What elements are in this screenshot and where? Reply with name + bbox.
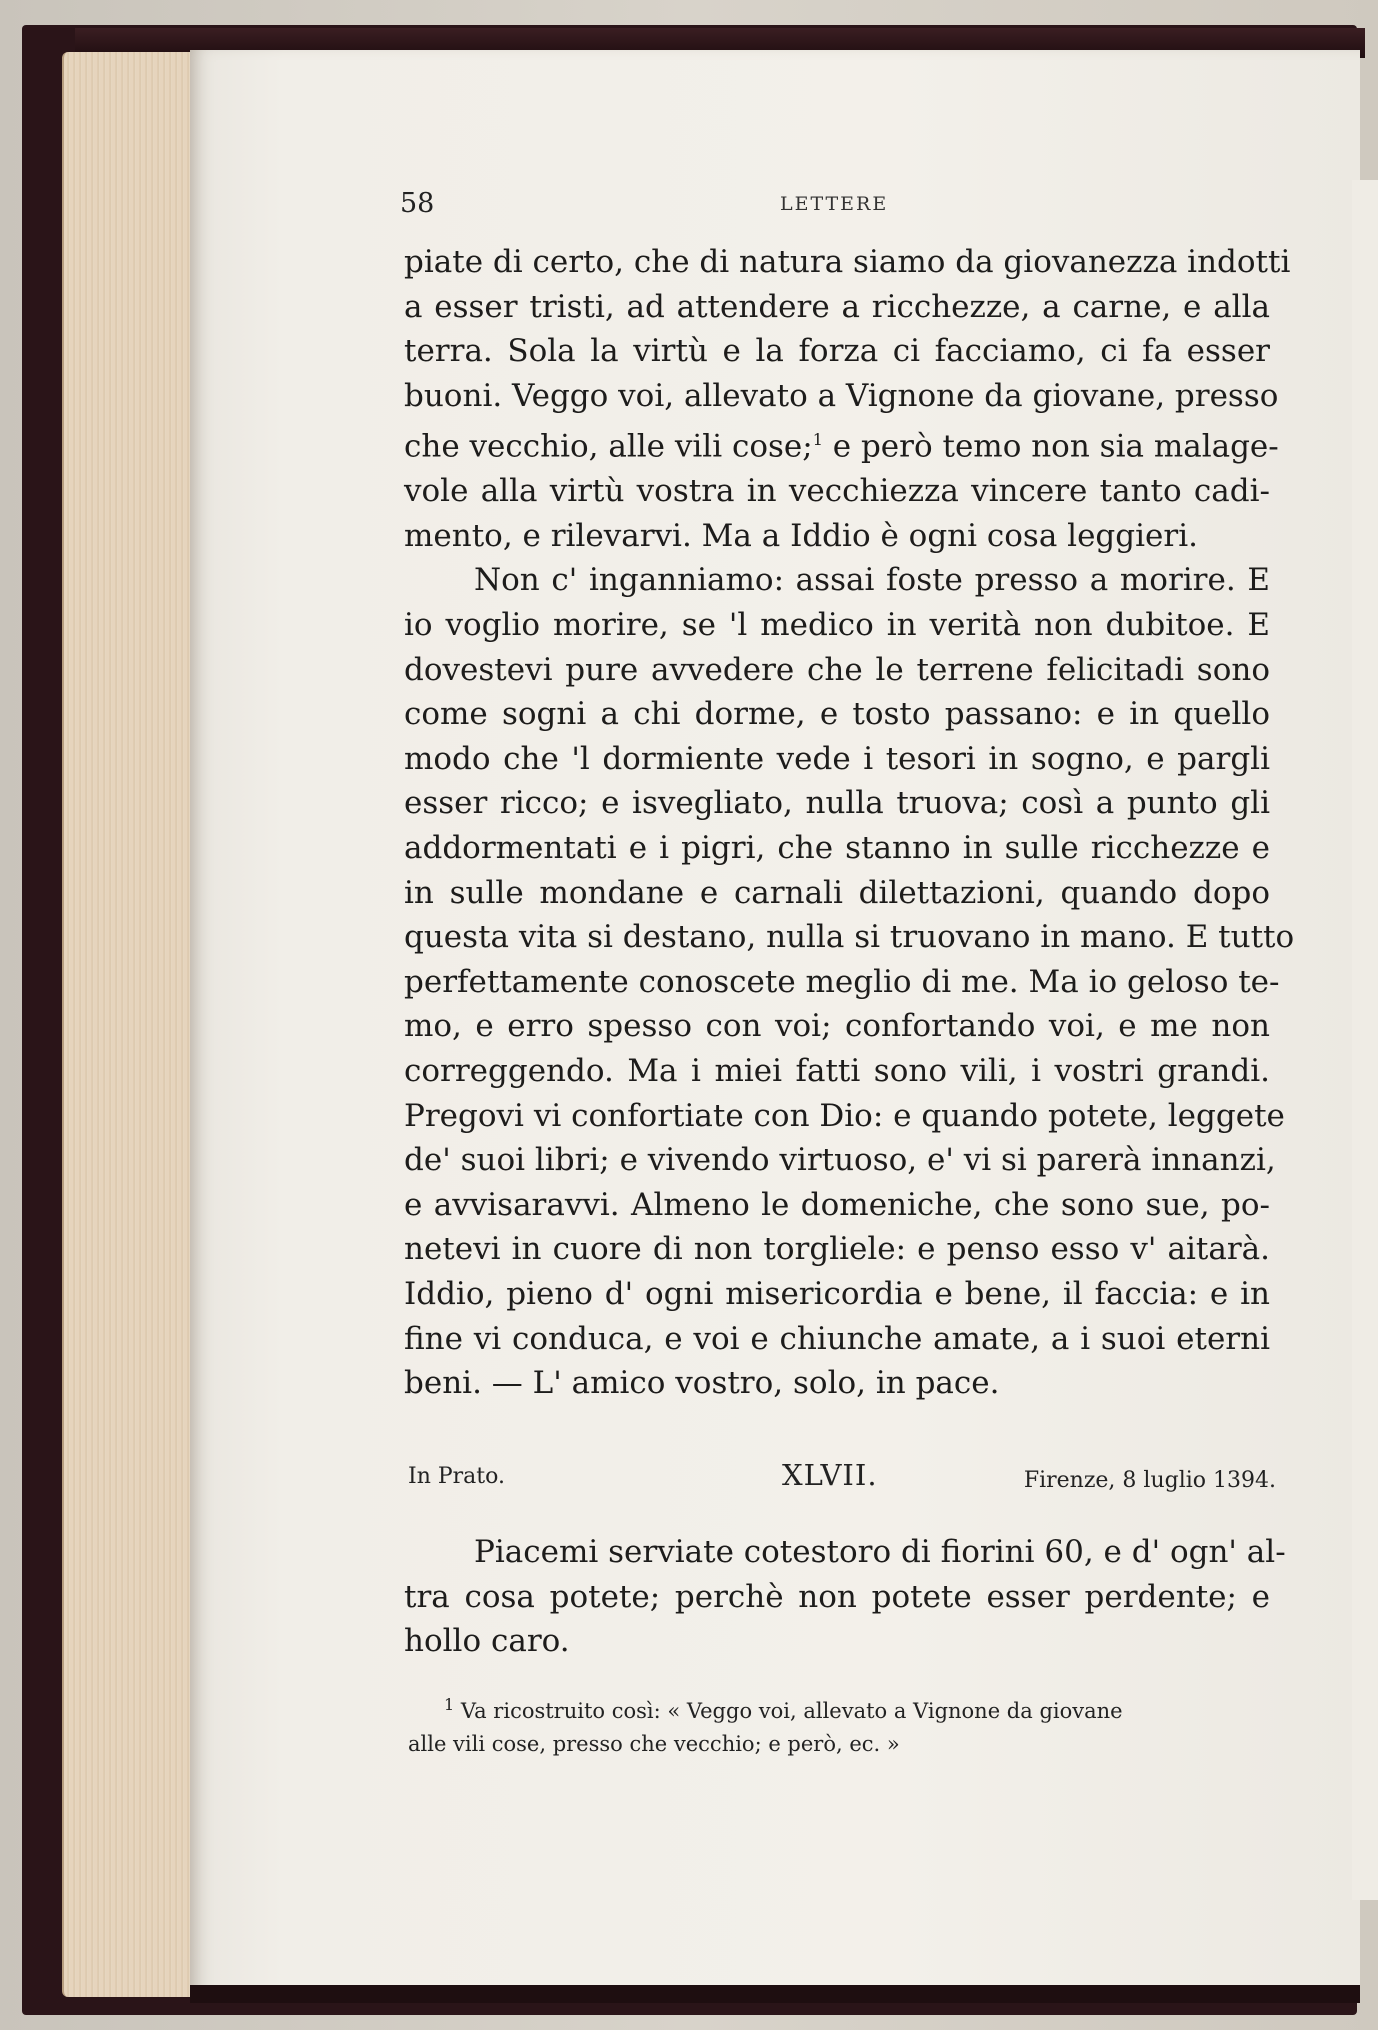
text-line: terra. Sola la virtù e la forza ci facciamo, ci fa esser xyxy=(404,333,1270,370)
text-line: esser ricco; e isvegliato, nulla truova; così a punto gli xyxy=(404,785,1270,822)
text-line: tra cosa potete; perchè non potete esser perdente; e xyxy=(404,1578,1270,1615)
text-line: dovestevi pure avvedere che le terrene felicitadi sono xyxy=(404,651,1270,688)
letter-recipient-place: In Prato. xyxy=(408,1464,505,1489)
running-title: LETTERE xyxy=(780,193,889,215)
text-line: beni. — L' amico vostro, solo, in pace. xyxy=(404,1365,1000,1402)
letter-body-text xyxy=(404,240,1295,1406)
facing-page-edge xyxy=(1352,180,1378,1900)
text-line: e avvisaravvi. Almeno le domeniche, che sono sue, po- xyxy=(404,1186,1270,1223)
text-line: modo che 'l dormiente vede i tesori in sogno, e pargli xyxy=(404,740,1270,777)
footnote-mark: 1 xyxy=(444,1695,455,1714)
footnote-text: Va ricostruito così: « Veggo voi, allevato a Vignone da giovane xyxy=(460,1699,1123,1723)
letter-date: Firenze, 8 luglio 1394. xyxy=(1023,1468,1276,1493)
book-cover-bottom-edge xyxy=(190,1985,1360,2003)
text-line: addormentati e i pigri, che stanno in sulle ricchezze e xyxy=(404,830,1270,867)
text-line: vole alla virtù vostra in vecchiezza vincere tanto cadi- xyxy=(404,473,1270,510)
text-line: hollo caro. xyxy=(404,1623,570,1660)
text-line: piate di certo, che di natura siamo da giovanezza indotti xyxy=(404,244,1291,280)
page-number: 58 xyxy=(400,188,435,219)
text-line: Iddio, pieno d' ogni misericordia e bene, il faccia: e in xyxy=(404,1275,1270,1312)
paragraph-start-line: Non c' inganniamo: assai foste presso a morire. E xyxy=(474,562,1270,599)
paragraph-start-line: Piacemi serviate cotestoro di fiorini 60, e d' ogn' al- xyxy=(474,1534,1286,1570)
text-line: fine vi conduca, e voi e chiunche amate, a i suoi eterni xyxy=(404,1320,1270,1357)
text-line: netevi in cuore di non torgliele: e penso esso v' aitarà. xyxy=(404,1231,1270,1268)
footnote xyxy=(408,1688,1270,1761)
letter-xlvii-body xyxy=(404,1530,1286,1664)
text-line: questa vita si destano, nulla si truovano in mano. E tutto xyxy=(404,919,1295,956)
text-line-with-footnote xyxy=(404,418,1279,469)
footnote-line: alle vili cose, presso che vecchio; e però, ec. » xyxy=(408,1732,900,1756)
letter-number: XLVII. xyxy=(782,1458,878,1492)
text-line-part: e però temo non sia malage- xyxy=(832,428,1279,465)
text-line: in sulle mondane e carnali dilettazioni, quando dopo xyxy=(404,874,1270,911)
text-line: mento, e rilevarvi. Ma a Iddio è ogni cosa leggieri. xyxy=(404,517,1198,554)
text-line: de' suoi libri; e vivendo virtuoso, e' vi si parerà innanzi, xyxy=(404,1142,1276,1179)
footnote-line xyxy=(408,1688,1270,1728)
footnote-reference: 1 xyxy=(812,430,823,450)
text-line: correggendo. Ma i miei fatti sono vili, i vostri grandi. xyxy=(404,1053,1270,1090)
text-line: perfettamente conoscete meglio di me. Ma io geloso te- xyxy=(404,963,1280,1000)
text-line: mo, e erro spesso con voi; confortando voi, e me non xyxy=(404,1008,1270,1045)
text-line: Pregovi vi confortiate con Dio: e quando potete, leggete xyxy=(404,1097,1285,1134)
text-line: io voglio morire, se 'l medico in verità non dubitoe. E xyxy=(404,607,1270,644)
text-line-part: che vecchio, alle vili cose; xyxy=(404,428,813,465)
letter-heading xyxy=(404,1458,1276,1502)
text-line: buoni. Veggo voi, allevato a Vignone da giovane, presso xyxy=(404,377,1279,414)
text-line: come sogni a chi dorme, e tosto passano: e in quello xyxy=(404,696,1270,733)
text-line: a esser tristi, ad attendere a ricchezze, a carne, e alla xyxy=(404,288,1270,325)
